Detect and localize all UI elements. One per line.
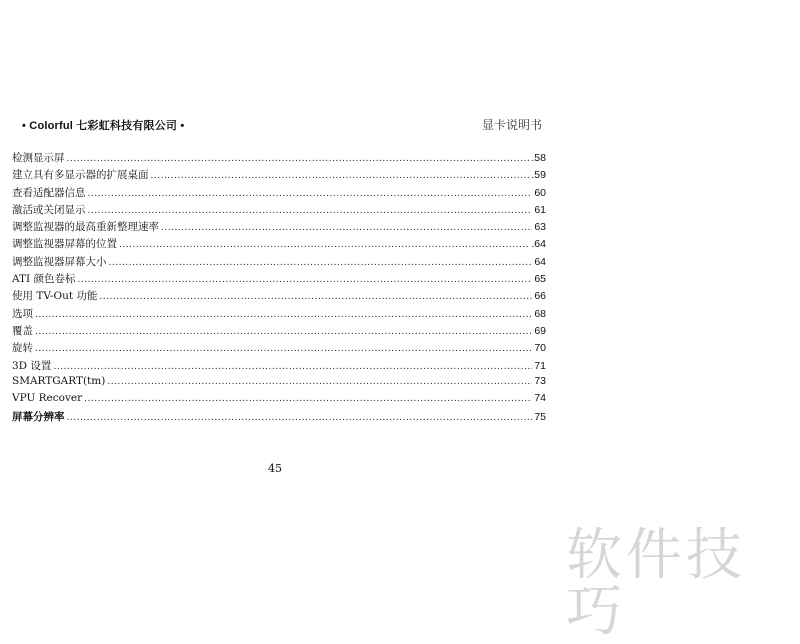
toc-leader-dots <box>88 206 533 216</box>
toc-leader-dots <box>99 292 532 302</box>
toc-entry[interactable] <box>12 358 546 375</box>
toc-entry[interactable] <box>12 167 546 184</box>
toc-entry-title: 3D 设置 <box>12 359 52 372</box>
toc-leader-dots <box>88 189 533 199</box>
toc-entry[interactable] <box>12 236 546 253</box>
toc-entry-title: 建立具有多显示器的扩展桌面 <box>12 169 149 182</box>
toc-leader-dots <box>67 413 533 423</box>
toc-entry-title: VPU Recover <box>12 392 83 405</box>
toc-entry-page: 75 <box>534 411 546 424</box>
toc-entry[interactable] <box>12 409 546 426</box>
toc-entry-title: 选项 <box>12 307 33 320</box>
toc-entry[interactable] <box>12 254 546 271</box>
toc-entry-page: 64 <box>534 255 546 268</box>
toc-entry[interactable] <box>12 375 546 392</box>
toc-entry-title: 检测显示屏 <box>12 152 65 164</box>
toc-entry-page: .64 <box>531 238 546 251</box>
toc-entry-title: 调整监视器屏幕大小 <box>12 255 107 268</box>
toc-entry-page: 70 <box>534 342 546 355</box>
toc-entry-title: 激活或关闭显示 <box>12 203 86 216</box>
toc-entry-title: 覆盖 <box>12 324 33 337</box>
toc-entry[interactable] <box>12 202 546 219</box>
toc-entry-title: SMARTGART(tm) <box>12 374 106 387</box>
toc-entry-page: 69 <box>534 324 546 337</box>
watermark: 软件技巧 <box>566 523 746 644</box>
toc-leader-dots <box>35 344 532 354</box>
toc-entry[interactable] <box>12 340 546 357</box>
table-of-contents <box>12 150 546 427</box>
toc-entry-title: 调整监视器屏幕的位置 <box>12 238 117 251</box>
toc-entry[interactable] <box>12 185 546 202</box>
toc-leader-dots <box>109 258 533 268</box>
toc-entry-title: 屏幕分辨率 <box>12 411 65 424</box>
toc-entry-page: 61 <box>534 203 546 216</box>
toc-leader-dots <box>53 362 532 372</box>
toc-entry-page: 71 <box>534 359 546 372</box>
toc-entry-page: 74 <box>534 392 546 405</box>
toc-leader-dots <box>67 154 530 164</box>
toc-entry[interactable] <box>12 392 546 409</box>
toc-leader-dots <box>151 171 530 181</box>
toc-entry-title: ATI 颜色卷标 <box>12 273 76 286</box>
toc-entry-page: 60 <box>534 186 546 199</box>
toc-entry[interactable] <box>12 271 546 288</box>
toc-entry-title: 查看适配器信息 <box>12 186 86 199</box>
toc-leader-dots <box>35 327 532 337</box>
toc-entry-page: 65 <box>534 273 546 286</box>
toc-entry-title: 旋转 <box>12 342 33 355</box>
toc-leader-dots <box>84 394 532 404</box>
toc-leader-dots <box>107 377 532 387</box>
toc-entry[interactable] <box>12 323 546 340</box>
toc-leader-dots <box>119 240 529 250</box>
toc-entry[interactable] <box>12 288 546 305</box>
toc-entry-title: 使用 TV-Out 功能 <box>12 290 98 303</box>
toc-entry[interactable] <box>12 219 546 236</box>
toc-entry-page: 66 <box>534 290 546 303</box>
toc-entry-title: 调整监视器的最高重新整理速率 <box>12 221 159 234</box>
toc-entry[interactable] <box>12 150 546 167</box>
company-header: • Colorful 七彩虹科技有限公司 • <box>22 120 185 132</box>
toc-entry[interactable] <box>12 306 546 323</box>
toc-leader-dots <box>161 223 532 233</box>
toc-entry-page: 68 <box>534 307 546 320</box>
toc-entry-page: .58 <box>531 152 546 164</box>
toc-leader-dots <box>35 310 532 320</box>
page-number: 45 <box>268 462 282 475</box>
toc-entry-page: 73 <box>534 374 546 387</box>
document-title: 显卡说明书 <box>482 118 543 132</box>
toc-leader-dots <box>78 275 533 285</box>
toc-entry-page: 63 <box>534 221 546 234</box>
toc-entry-page: .59 <box>531 169 546 182</box>
